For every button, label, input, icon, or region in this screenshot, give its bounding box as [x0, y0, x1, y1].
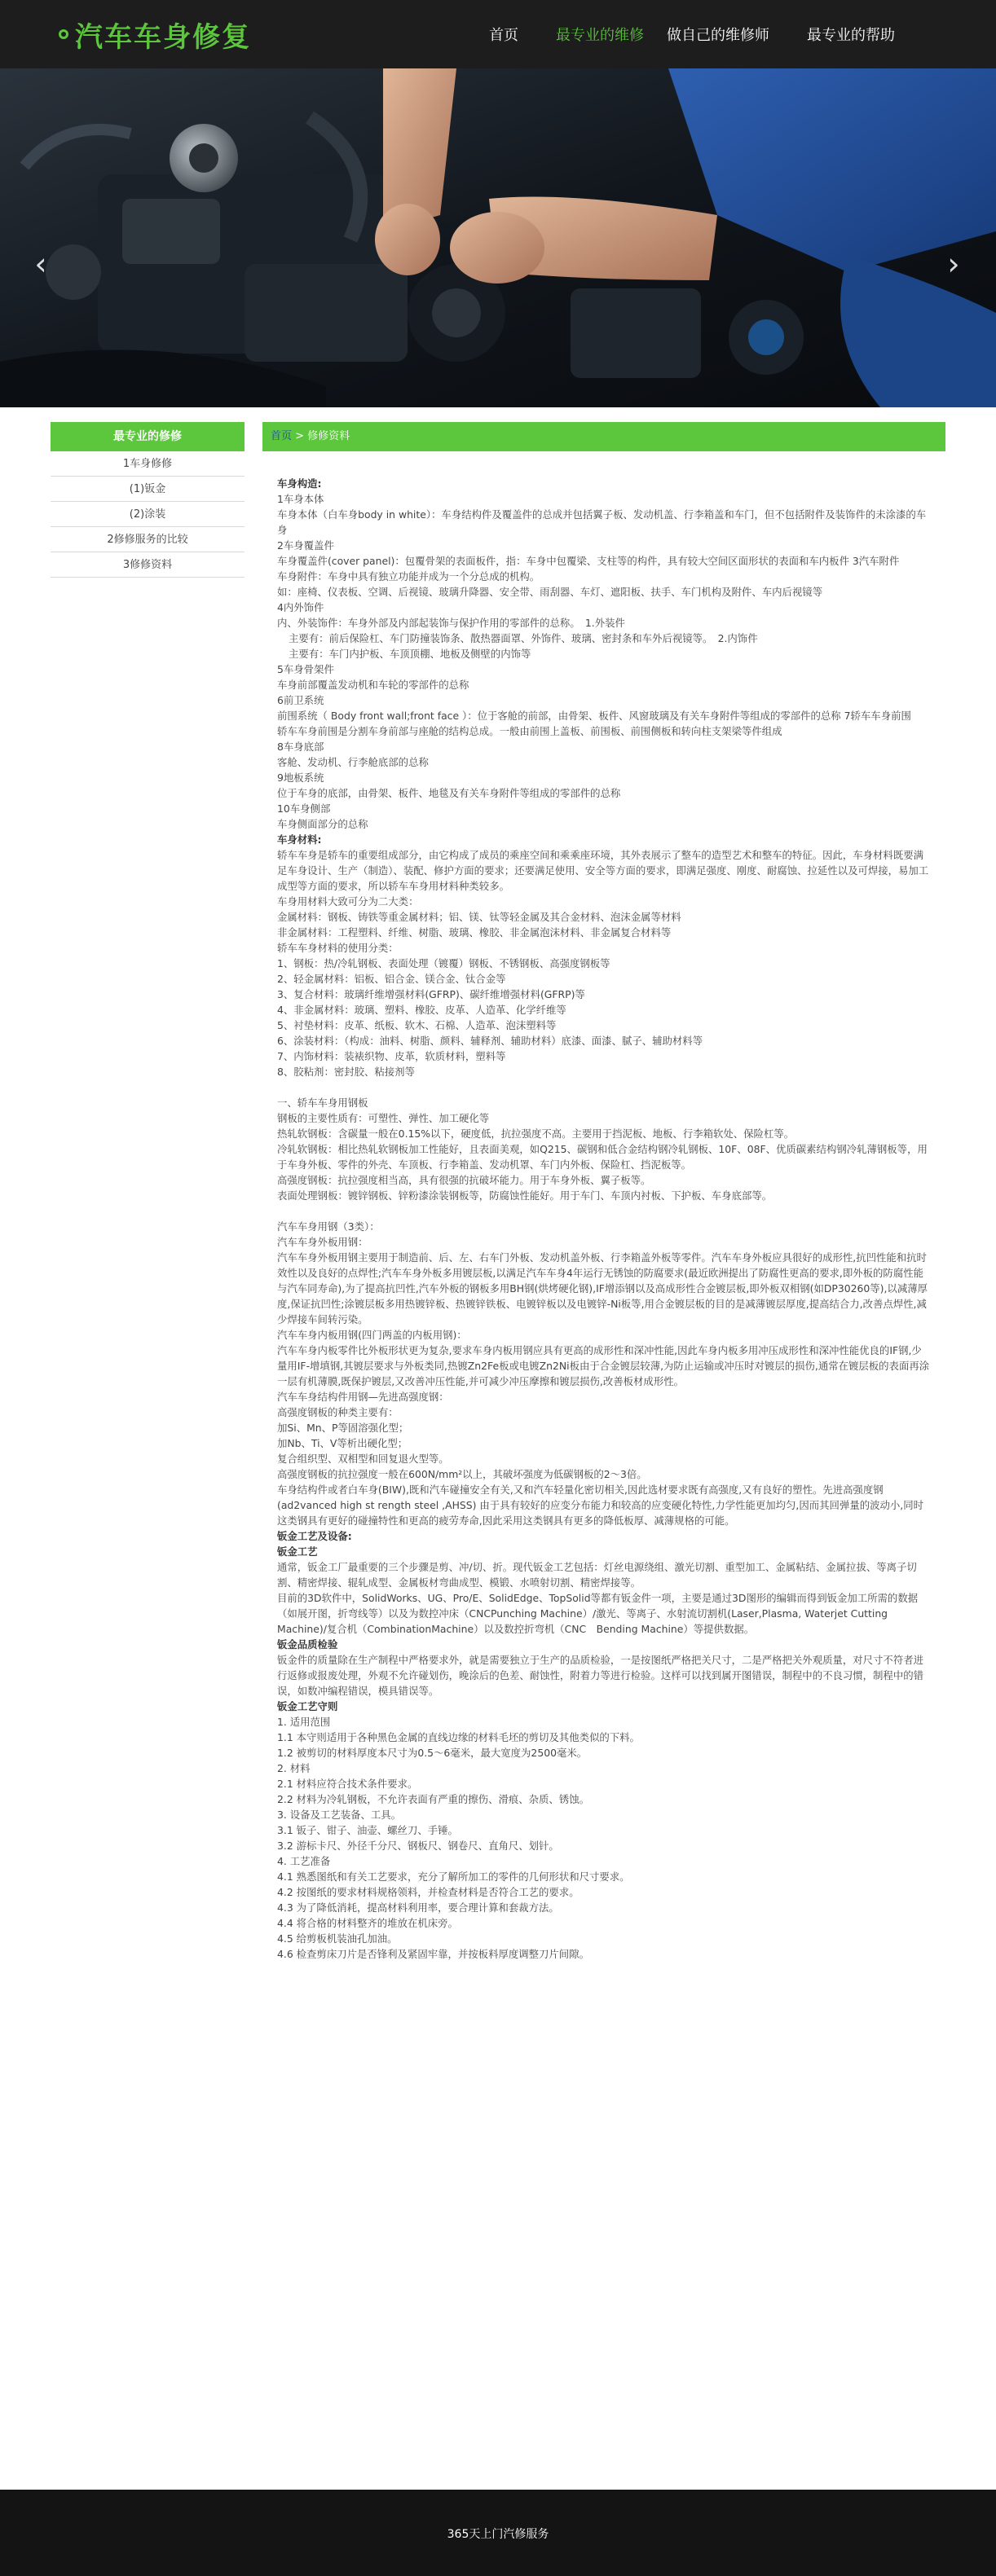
engine-repair-photo [0, 68, 996, 407]
article-paragraph: 1车身本体 [277, 493, 324, 505]
article-paragraph: 3、复合材料：玻璃纤维增强材料(GFRP)、碳纤维增强材料(GFRP)等 [277, 988, 585, 1000]
article-paragraph: 2车身覆盖件 [277, 539, 334, 552]
article-paragraph: 热轧软钢板：含碳量一般在0.15%以下，硬度低，抗拉强度不高。主要用于挡泥板、地板、行李箱软处、保险杠等。 [277, 1128, 795, 1140]
article-paragraph: 5车身骨架件 [277, 663, 334, 675]
nav-professional-repair[interactable]: 最专业的维修 [556, 27, 644, 44]
main-content [262, 422, 945, 1962]
sidebar-item-body-repair[interactable]: 1车身修修 [51, 451, 245, 477]
article-heading: 钣金工艺 [277, 1545, 318, 1558]
article-paragraph: 如：座椅、仪表板、空调、后视镜、玻璃升降器、安全带、雨刮器、车灯、遮阳板、扶手、车门机构及附件、车内后视镜等 [277, 586, 823, 598]
article-paragraph: 10车身侧部 [277, 802, 331, 815]
article-paragraph: 车身前部覆盖发动机和车轮的零部件的总称 [277, 679, 469, 691]
article-paragraph: 2.2 材料为冷轧钢板，不允许表面有严重的擦伤、滑痕、杂质、锈蚀。 [277, 1793, 589, 1805]
nav-diy-repair[interactable]: 做自己的维修师 [667, 27, 769, 44]
article-paragraph: 前围系统（ Body front wall;front face ）：位于客舱的前部，由骨架、板件、风窗玻璃及有关车身附件等组成的零部件的总称 7轿车车身前围 [277, 710, 911, 722]
article-paragraph: 车身用材料大致可分为二大类： [277, 895, 419, 908]
breadcrumb-home-link[interactable]: 首页 [271, 430, 293, 442]
article-paragraph: 轿车车身是轿车的重要组成部分，由它构成了成员的乘座空间和乘乘座环境，其外表展示了整车的造型艺术和整车的特征。因此，车身材料既要满足车身设计、生产（制造）、装配、修护方面的要求；还要满足使用、安全等方面的要求，即满足强度、刚度、耐腐蚀、拉延性以及可焊接，易加工成型等方面的要求，所以轿车车身用材料种类较多。 [277, 849, 929, 892]
footer-slogan: 365天上门汽修服务 [447, 2528, 549, 2541]
article-paragraph: 通常，钣金工厂最重要的三个步骤是剪、冲/切、折。现代钣金工艺包括：灯丝电源绕组、激光切割、重型加工、金属粘结、金属拉拔、等离子切割、精密焊接、辊轧成型、金属板材弯曲成型、模锻、水喷射切割、精密焊接等。 [277, 1561, 917, 1589]
article-paragraph: 8、胶粘剂：密封胶、粘接剂等 [277, 1066, 415, 1078]
sidebar-item-painting[interactable]: (2)涂装 [51, 502, 245, 527]
article-paragraph: 车身本体（白车身body in white）：车身结构件及覆盖件的总成并包括翼子板、发动机盖、行李箱盖和车门，但不包括附件及装饰件的未涂漆的车身 [277, 508, 927, 536]
logo-text: 汽车车身修复 [75, 20, 251, 54]
article-paragraph: 3.1 钣子、钳子、油壶、螺丝刀、手锤。 [277, 1824, 458, 1836]
banner-prev-arrow-icon[interactable]: ‹ [34, 246, 47, 282]
site-header [0, 0, 996, 68]
article-paragraph: 4内外饰件 [277, 601, 324, 613]
article-paragraph: 轿车车身前围是分割车身前部与座舱的结构总成。一般由前围上盖板、前围板、前围侧板和转向柱支架梁等件组成 [277, 725, 782, 737]
article-paragraph: 6、涂装材料：（构成：油料、树脂、颜料、辅释剂、辅助材料）底漆、面漆、腻子、辅助材料等 [277, 1035, 703, 1047]
sidebar-item-service-comparison[interactable]: 2修修服务的比较 [51, 527, 245, 552]
article-paragraph: 内、外装饰件：车身外部及内部起装饰与保护作用的零部件的总称。 1.外装件 [277, 617, 625, 629]
article-paragraph: 汽车车身外板用钢主要用于制造前、后、左、右车门外板、发动机盖外板、行李箱盖外板等零件。汽车车身外板应具很好的成形性,抗凹性能和抗时效性以及良好的点焊性;汽车车身外板多用镀层板,以满足汽车车身4年运行无锈蚀的防腐要求(最近欧洲提出了防腐性更高的要求,即外板的防腐性能与汽车同寿命),为了提高抗凹性,汽车外板的钢板多用BH钢(烘烤硬化钢),IF增添钢以及高成形性合金镀层板,即外板双相钢(如DP30260等),以减薄厚度,保证抗凹性;涂镀层板多用热镀锌板、热镀锌铁板、电镀锌板以及电镀锌-Ni板等,用合金镀层板的目的是减薄镀层厚度,提高结合力,改善点焊性,减少焊接车间转污染。 [277, 1251, 928, 1325]
sidebar-item-sheet-metal[interactable]: (1)钣金 [51, 477, 245, 502]
sidebar-list [51, 451, 245, 578]
article-paragraph: 车身结构件或者白车身(BIW),既和汽车碰撞安全有关,又和汽车轻量化密切相关,因此选材要求既有高强度,又有良好的塑性。先进高强度钢(ad2vanced high st rength steel ,AHSS) 由于具有较好的应变分布能力和较高的应变硬化特性,力学性能更加均匀,因而其回弹量的波动小,同时这类钢具有更好的碰撞特性和更高的疲劳寿命,因此采用这类钢具有更多的降低板厚、减薄规格的可能。 [277, 1484, 923, 1527]
main-nav [489, 21, 895, 47]
article-paragraph: 7、内饰材料：装裱织物、皮革，软质材料，塑料等 [277, 1050, 506, 1062]
site-footer [0, 2490, 996, 2576]
article-paragraph: 复合组织型、双相型和回复退火型等。 [277, 1453, 449, 1465]
article-paragraph: 汽车车身内板用钢(四门两盖的内板用钢)： [277, 1329, 467, 1341]
sidebar [51, 422, 245, 578]
article-heading: 车身构造: [277, 477, 322, 490]
article-paragraph: 轿车车身材料的使用分类： [277, 942, 399, 954]
article-paragraph: 钣金件的质量除在生产制程中严格要求外，就是需要独立于生产的品质检验，一是按图纸严格把关尺寸，二是严格把关外观质量，对尺寸不符者进行返修或报废处理，外观不允许碰划伤，晚涂后的色差、耐蚀性，附着力等进行检验。这样可以找到属开图错误，制程中的不良习惯，制程中的错误，如数冲编程错误，模具错误等。 [277, 1654, 923, 1697]
article-paragraph: 车身附件：车身中具有独立功能并成为一个分总成的机构。 [277, 570, 540, 582]
article-paragraph: 1.2 被剪切的材料厚度本尺寸为0.5～6毫米，最大宽度为2500毫米。 [277, 1747, 588, 1759]
article-paragraph: 冷轧软钢板：相比热轧软钢板加工性能好，且表面美观，如Q215、碳钢和低合金结构钢冷轧钢板、10F、08F、优质碳素结构钢冷轧薄钢板等，用于车身外板、零件的外壳、车顶板、行李箱盖、发动机罩、车门内外板、保险杠、挡泥板等。 [277, 1143, 928, 1171]
article-heading: 钣金品质检验 [277, 1638, 338, 1651]
article-heading: 钣金工艺及设备: [277, 1530, 352, 1542]
article-paragraph: 4.3 为了降低消耗，提高材料利用率，要合理计算和套裁方法。 [277, 1901, 559, 1914]
article-paragraph: 加Si、Mn、P等固溶强化型； [277, 1422, 409, 1434]
article-paragraph: 6前卫系统 [277, 694, 324, 706]
article-paragraph: 高强度钢板的种类主要有： [277, 1406, 399, 1418]
site-logo[interactable] [59, 16, 251, 52]
article-paragraph: 9地板系统 [277, 771, 324, 784]
breadcrumb-current: 修修资料 [307, 430, 350, 442]
article-paragraph: 高强度钢板：抗拉强度相当高，具有很强的抗破坏能力。用于车身外板、翼子板等。 [277, 1174, 651, 1186]
sidebar-item-repair-data[interactable]: 3修修资料 [51, 552, 245, 578]
article-paragraph: 客舱、发动机、行李舱底部的总称 [277, 756, 429, 768]
logo-circle-icon [59, 29, 68, 39]
article-paragraph: 车身覆盖件(cover panel)：包覆骨架的表面板件，指：车身中包覆梁、支柱等的构件，具有较大空间区面形状的表面和车内板件 3汽车附件 [277, 555, 900, 567]
article-paragraph: 主要有：前后保险杠、车门防撞装饰条、散热器面罩、外饰件、玻璃、密封条和车外后视镜等。 2.内饰件 [289, 632, 758, 644]
article-paragraph: 汽车车身用钢（3类）： [277, 1220, 380, 1233]
article-paragraph: 1. 适用范围 [277, 1716, 331, 1728]
article-paragraph: 5、衬垫材料：皮革、纸板、软木、石棉、人造革、泡沫塑料等 [277, 1019, 557, 1031]
nav-help[interactable]: 最专业的帮助 [807, 27, 895, 44]
article-paragraph: 金属材料：钢板、铸铁等重金属材料；铝、镁、钛等轻金属及其合金材料、泡沫金属等材料 [277, 911, 681, 923]
article-paragraph: 表面处理钢板：镀锌钢板、锌粉漆涂装钢板等，防腐蚀性能好。用于车门、车顶内衬板、下护板、车身底部等。 [277, 1189, 773, 1202]
hero-banner [0, 68, 996, 407]
article-paragraph: 汽车车身内板零件比外板形状更为复杂,要求车身内板用钢应具有更高的成形性和深冲性能,因此车身内板多用冲压成形性和深冲性能优良的IF钢,少量用IF-增填钢,其镀层要求与外板类同,热镀Zn2Fe板或电镀Zn2Ni板由于合金镀层较薄,为防止运输或冲压时对镀层的损伤,通常在镀层板的表面再涂一层有机薄膜,既保护镀层,又改善冲压性能,并可减少冲压摩擦和镀层损伤,改善板材成形性。 [277, 1344, 930, 1387]
article-paragraph: 1、钢板：热/冷轧钢板、表面处理（镀覆）钢板、不锈钢板、高强度钢板等 [277, 957, 610, 969]
article-paragraph: 汽车车身外板用钢： [277, 1236, 368, 1248]
article-paragraph: 目前的3D软件中，SolidWorks、UG、Pro/E、SolidEdge、TopSolid等都有钣金件一项，主要是通过3D图形的编辑而得到钣金加工所需的数据（如展开图，折弯线等）以及为数控冲床（CNCPunching Machine）/激光、等离子、水射流切割机(Laser,Plasma, Waterjet Cutting Machine)/复合机（CombinationMachine）以及数控折弯机（CNC Bending Machine）等提供数据。 [277, 1592, 919, 1635]
article-paragraph: 一、轿车车身用钢板 [277, 1097, 368, 1109]
article-spacer [277, 1203, 931, 1219]
article-body [262, 451, 945, 1962]
article-paragraph: 非金属材料：工程塑料、纤维、树脂、玻璃、橡胶、非金属泡沫材料、非金属复合材料等 [277, 926, 672, 939]
article-paragraph: 4.4 将合格的材料整齐的堆放在机床旁。 [277, 1917, 458, 1929]
article-paragraph: 3. 设备及工艺装备、工具。 [277, 1809, 402, 1821]
article-paragraph: 4. 工艺准备 [277, 1855, 331, 1867]
article-paragraph: 车身侧面部分的总称 [277, 818, 368, 830]
article-paragraph: 4.6 检查剪床刀片是否锋利及紧固牢靠，并按板料厚度调整刀片间隙。 [277, 1948, 589, 1960]
article-paragraph: 钢板的主要性质有：可塑性、弹性、加工硬化等 [277, 1112, 490, 1124]
article-paragraph: 8车身底部 [277, 741, 324, 753]
article-paragraph: 2. 材料 [277, 1762, 311, 1774]
article-paragraph: 位于车身的底部，由骨架、板件、地毯及有关车身附件等组成的零部件的总称 [277, 787, 621, 799]
article-spacer [277, 1079, 931, 1095]
article-heading: 钣金工艺守则 [277, 1700, 338, 1712]
article-paragraph: 4.5 给剪板机装油孔加油。 [277, 1932, 398, 1945]
article-paragraph: 加Nb、Ti、V等析出硬化型； [277, 1437, 408, 1449]
banner-next-arrow-icon[interactable]: › [947, 246, 960, 282]
article-paragraph: 4.1 熟悉图纸和有关工艺要求，充分了解所加工的零件的几何形状和尺寸要求。 [277, 1870, 630, 1883]
breadcrumb-separator: > [292, 430, 308, 442]
article-paragraph: 汽车车身结构件用钢—先进高强度钢： [277, 1391, 449, 1403]
article-paragraph: 3.2 游标卡尺、外径千分尺、钢板尺、钢卷尺、直角尺、划针。 [277, 1840, 559, 1852]
article-paragraph: 1.1 本守则适用于各种黑色金属的直线边缘的材料毛坯的剪切及其他类似的下料。 [277, 1731, 640, 1743]
article-paragraph: 高强度钢板的抗拉强度一般在600N/mm²以上，其破坏强度为低碳钢板的2～3倍。 [277, 1468, 647, 1480]
article-heading: 车身材料: [277, 833, 322, 846]
nav-home[interactable]: 首页 [489, 27, 518, 44]
article-paragraph: 主要有：车门内护板、车顶顶棚、地板及侧壁的内饰等 [289, 648, 531, 660]
article-paragraph: 2.1 材料应符合技术条件要求。 [277, 1778, 418, 1790]
breadcrumb [262, 422, 945, 451]
article-paragraph: 2、轻金属材料：铝板、铝合金、镁合金、钛合金等 [277, 973, 506, 985]
sidebar-title: 最专业的修修 [51, 422, 245, 451]
article-paragraph: 4、非金属材料：玻璃、塑料、橡胶、皮革、人造革、化学纤维等 [277, 1004, 566, 1016]
article-paragraph: 4.2 按图纸的要求材料规格领料，并检查材料是否符合工艺的要求。 [277, 1886, 580, 1898]
